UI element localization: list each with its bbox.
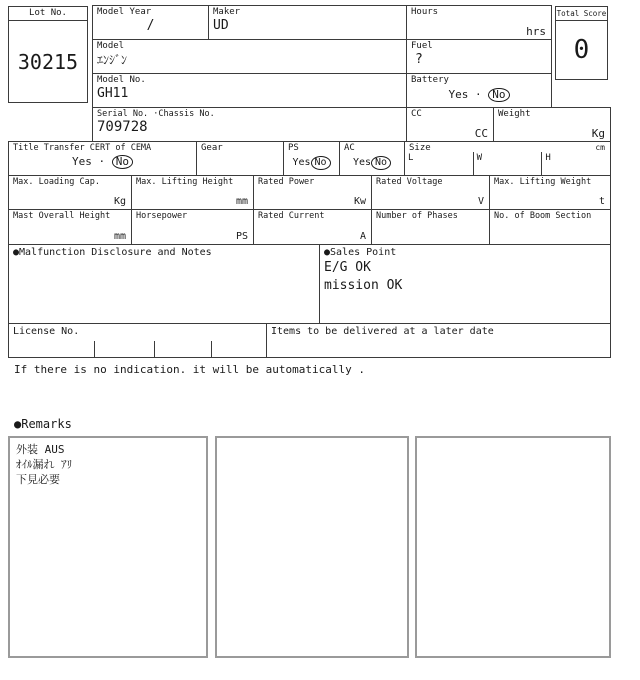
hours-label: Hours (411, 7, 439, 17)
max-loading-cap-unit: Kg (113, 196, 126, 207)
battery-yes: Yes (448, 88, 469, 101)
gear-label: Gear (201, 143, 223, 153)
battery-label: Battery (411, 75, 449, 85)
maker-value: UD (213, 18, 229, 33)
ac-no-circled: No (371, 156, 391, 170)
top-grid (92, 5, 552, 108)
title-transfer-row (8, 141, 611, 176)
model-year-value: / (146, 18, 155, 33)
malfunction-sales-row (8, 244, 611, 324)
ac-yes-no (344, 156, 400, 170)
malfunction-cell (9, 245, 319, 323)
mast-overall-height-label: Mast Overall Height (13, 211, 111, 221)
hours-unit: hrs (526, 25, 546, 38)
remarks-box-2 (215, 436, 409, 658)
title-transfer-cell (9, 142, 196, 175)
ac-cell (339, 142, 404, 175)
model-no-label: Model No. (97, 75, 146, 85)
title-transfer-yes-no (13, 155, 192, 169)
weight-unit: Kg (591, 127, 605, 140)
rated-power-unit: Kw (353, 196, 366, 207)
later-items-label: Items to be delivered at a later date (271, 326, 494, 337)
horsepower-label: Horsepower (136, 211, 188, 221)
remarks-box-1 (8, 436, 208, 658)
horsepower-unit: PS (235, 231, 248, 242)
title-transfer-label: Title Transfer CERT of CEMA (13, 143, 152, 153)
max-lifting-weight-unit: t (598, 196, 605, 207)
spec-row-2 (8, 209, 611, 245)
fuel-cell (406, 40, 551, 73)
ps-cell (283, 142, 339, 175)
ps-yes-no (288, 156, 335, 170)
total-score-value: 0 (573, 35, 590, 65)
model-label: Model (97, 41, 125, 51)
license-divider-tick-1 (94, 341, 95, 357)
sales-point-cell (319, 245, 610, 323)
sales-point-label: ●Sales Point (324, 247, 397, 258)
boom-section-cell (489, 210, 610, 244)
hours-cell (406, 6, 551, 39)
total-score-box (555, 6, 608, 80)
sales-point-line-2: mission OK (324, 278, 403, 293)
fuel-label: Fuel (411, 41, 433, 51)
max-loading-cap-label: Max. Loading Cap. (13, 177, 100, 187)
maker-cell (208, 6, 406, 39)
title-transfer-no-circled: No (112, 155, 133, 169)
ac-yes: Yes (352, 157, 371, 168)
footnote-text: If there is no indication. it will be automatically . (14, 363, 365, 376)
sales-point-line-1: E/G OK (324, 260, 371, 275)
cc-label: CC (411, 109, 422, 119)
title-transfer-separator-dot: · (98, 155, 106, 168)
size-height-label: H (541, 152, 610, 175)
rated-voltage-label: Rated Voltage (376, 177, 443, 187)
later-items-cell (266, 324, 610, 357)
model-no-cell (93, 74, 406, 107)
size-label: Size (409, 143, 431, 153)
license-cell (9, 324, 266, 357)
cc-cell (406, 108, 493, 141)
remarks-line-3: 下見必要 (16, 473, 60, 486)
fuel-value: ? (415, 52, 423, 67)
size-width-label: W (473, 152, 542, 175)
max-lifting-weight-label: Max. Lifting Weight (494, 177, 592, 187)
size-cell (404, 142, 610, 175)
title-transfer-yes: Yes (72, 155, 92, 168)
horsepower-cell (131, 210, 253, 244)
serial-row (92, 107, 611, 142)
rated-current-label: Rated Current (258, 211, 325, 221)
maker-label: Maker (213, 7, 241, 17)
remarks-line-1: 外装 AUS (16, 443, 65, 456)
ps-no-circled: No (311, 156, 331, 170)
license-divider-tick-2 (154, 341, 155, 357)
remarks-line-2: ｵｲﾙ漏れ ｱﾘ (16, 458, 73, 471)
size-dimensions (405, 152, 610, 175)
rated-power-cell (253, 176, 371, 209)
boom-section-label: No. of Boom Section (494, 211, 592, 221)
max-lifting-height-unit: mm (235, 196, 248, 207)
number-of-phases-label: Number of Phases (376, 211, 458, 221)
serial-label: Serial No. ·Chassis No. (97, 109, 215, 119)
rated-current-cell (253, 210, 371, 244)
battery-separator-dot: · (475, 88, 482, 101)
weight-label: Weight (498, 109, 531, 119)
model-value: ｴﾝｼﾞﾝ (97, 53, 128, 67)
ac-label: AC (344, 143, 355, 153)
rated-power-label: Rated Power (258, 177, 315, 187)
rated-voltage-unit: V (477, 196, 484, 207)
remarks-box-3 (415, 436, 611, 658)
total-score-label: Total Score (556, 7, 607, 21)
lot-no-value: 30215 (17, 49, 79, 74)
max-lifting-height-label: Max. Lifting Height (136, 177, 234, 187)
model-no-value: GH11 (97, 86, 129, 101)
serial-value: 709728 (97, 119, 148, 135)
model-cell (93, 40, 406, 73)
rated-current-unit: A (359, 231, 366, 242)
model-year-label: Model Year (97, 7, 152, 17)
mast-overall-height-unit: mm (113, 231, 126, 242)
ps-yes: Yes (292, 157, 311, 168)
max-loading-cap-cell (9, 176, 131, 209)
number-of-phases-cell (371, 210, 489, 244)
cc-unit: CC (474, 127, 488, 140)
battery-yes-no (411, 88, 547, 102)
spec-row-1 (8, 175, 611, 210)
battery-cell (406, 74, 551, 107)
license-label: License No. (13, 326, 80, 337)
ps-label: PS (288, 143, 299, 153)
weight-cell (493, 108, 610, 141)
max-lifting-height-cell (131, 176, 253, 209)
lot-no-label: Lot No. (9, 7, 87, 21)
license-row (8, 323, 611, 358)
size-unit: cm (595, 143, 605, 152)
max-lifting-weight-cell (489, 176, 610, 209)
battery-no-circled: No (488, 88, 509, 102)
gear-cell (196, 142, 283, 175)
serial-cell (93, 108, 406, 141)
mast-overall-height-cell (9, 210, 131, 244)
model-year-cell (93, 6, 208, 39)
lot-no-box (8, 6, 88, 103)
license-divider-tick-3 (211, 341, 212, 357)
size-length-label: L (408, 153, 414, 163)
malfunction-label: ●Malfunction Disclosure and Notes (13, 247, 212, 258)
remarks-label: ●Remarks (14, 417, 72, 431)
rated-voltage-cell (371, 176, 489, 209)
